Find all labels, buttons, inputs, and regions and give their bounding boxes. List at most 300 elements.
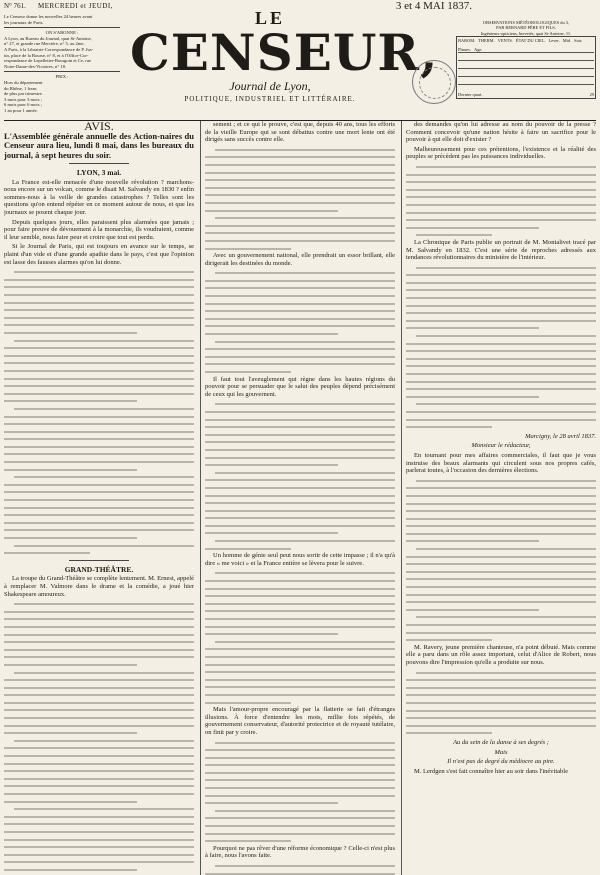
- text-line: [406, 568, 596, 576]
- article-paragraph: Un homme de génie seul peut nous sortir de cette impasse ; il n'a qu'à dire « me voici » et la France entière se lèvera pour le suivre.: [205, 552, 395, 567]
- weather-row: [458, 76, 594, 84]
- text-line: [4, 268, 194, 276]
- text-line: [4, 450, 194, 458]
- text-line: [406, 583, 596, 591]
- text-line: [205, 484, 395, 492]
- text-line: [205, 623, 395, 631]
- text-line: [406, 629, 596, 637]
- article-paragraph: La Chronique de Paris publie un portrait de M. Montalivet tracé par M. Salvandy en 1832. C'est une série de reproches adressés aux tendances révolutionnaires du ministère de l'intérieur.: [406, 238, 596, 262]
- text-filler: [406, 477, 596, 644]
- text-line: [205, 315, 395, 323]
- text-line: [406, 324, 596, 332]
- text-line: [4, 638, 194, 646]
- text-line: [205, 446, 395, 454]
- text-line: [205, 592, 395, 600]
- text-line: [4, 488, 194, 496]
- text-line: [406, 171, 596, 179]
- weather-labels: [458, 38, 594, 52]
- text-line: [4, 291, 194, 299]
- article-paragraph: Mais l'amour-propre encouragé par la flatterie se fait d'étranges illusions. À force d'entendre les mots, millie fois répétés, de gouvernement conservateur, d'autorité protectrice et de royauté tutélaire, on finit par y croire.: [205, 706, 395, 736]
- text-line: [205, 630, 395, 638]
- text-line: [205, 585, 395, 593]
- text-line: [4, 321, 194, 329]
- verse-line: Il n'est pas de degré du médiocre au pire.: [447, 758, 555, 766]
- article-paragraph: Depuis quelques jours, elles paraissent plus alarmées que jamais ; pour faire preuve de dévouement à la monarchie, ils voudraient, comme il leur semble, nous faire peur et croire que tout est perdu.: [4, 218, 194, 241]
- text-line: [4, 676, 194, 684]
- subscription-rule: [4, 71, 120, 72]
- text-line: [4, 329, 194, 337]
- text-line: [4, 706, 194, 714]
- subscription-line: ON S'ABONNE :: [45, 30, 79, 36]
- text-line: [406, 302, 596, 310]
- text-line: [205, 237, 395, 245]
- text-line: [205, 807, 395, 815]
- text-line: [205, 300, 395, 308]
- article-paragraph: Avec un gouvernement national, elle prendrait un essor brillant, elle dirigerait les destinées du monde.: [205, 252, 395, 267]
- weather-label: ÉTAT DU CIEL.: [515, 38, 546, 44]
- text-line: [406, 362, 596, 370]
- text-line: [205, 360, 395, 368]
- text-line: [4, 813, 194, 821]
- letter-salutation: Monsieur le rédacteur,: [471, 442, 531, 450]
- text-line: [205, 668, 395, 676]
- text-line: [205, 822, 395, 830]
- text-line: [205, 645, 395, 653]
- text-line: [4, 542, 194, 550]
- text-line: [205, 416, 395, 424]
- text-line: [4, 646, 194, 654]
- subscription-line: de plus par trimestre.: [4, 91, 43, 97]
- text-line: [406, 484, 596, 492]
- text-line: [205, 569, 395, 577]
- text-line: [406, 416, 596, 424]
- text-line: [4, 344, 194, 352]
- text-line: [4, 722, 194, 730]
- issue-date: 3 et 4 MAI 1837.: [395, 0, 472, 12]
- text-line: [406, 613, 596, 621]
- text-line: [406, 545, 596, 553]
- text-line: [406, 500, 596, 508]
- article-paragraph: Si le Journal de Paris, qui est toujours en avance sur le temps, se plaint d'un vide et d'une grande apathie dans le pays, c'est que l'opinion est lasse des fausses alarmes qu'on lui donne.: [4, 243, 194, 266]
- moon-phase-value: Dernier quart.: [458, 92, 483, 98]
- text-line: [4, 600, 194, 608]
- text-line: [4, 367, 194, 375]
- text-line: [205, 161, 395, 169]
- text-line: [205, 499, 395, 507]
- text-line: [205, 207, 395, 215]
- text-line: [4, 420, 194, 428]
- article-paragraph: La France est-elle menacée d'une nouvelle révolution ? marchons-nous encore sur un volcan, comme le disait M. Salvandy en 1830 ? enfin sommes-nous à la veille de grandes catastrophes ? Telles sont les questions qu'on entend répéter en ce moment autour de nous, et que les journaux se posent chaque jour.: [4, 178, 194, 217]
- text-line: [205, 277, 395, 285]
- text-line: [4, 805, 194, 813]
- text-line: [4, 661, 194, 669]
- text-line: [205, 292, 395, 300]
- text-line: [205, 514, 395, 522]
- text-line: [4, 526, 194, 534]
- text-line: [406, 699, 596, 707]
- text-line: [4, 435, 194, 443]
- text-filler: [4, 600, 194, 875]
- text-line: [205, 146, 395, 154]
- text-line: [205, 169, 395, 177]
- newspaper-subtitle: Journal de Lyon,: [229, 79, 311, 93]
- text-line: [4, 496, 194, 504]
- text-line: [4, 337, 194, 345]
- text-line: [4, 359, 194, 367]
- text-line: [406, 621, 596, 629]
- avis-heading: AVIS.: [84, 121, 114, 133]
- text-line: [4, 458, 194, 466]
- text-line: [4, 631, 194, 639]
- text-line: [4, 684, 194, 692]
- text-filler: [406, 163, 596, 239]
- text-line: [4, 473, 194, 481]
- subscription-line: respondance de Lepelletier-Bourgoin et Ce, rue: [4, 58, 92, 64]
- subscription-line: n° 27, et grande rue Mercière, n° 5, au 2me,: [4, 41, 85, 47]
- text-line: [205, 600, 395, 608]
- separator: [69, 163, 129, 164]
- moon-age-value: 29: [589, 92, 594, 98]
- text-line: [4, 820, 194, 828]
- subscription-box: [4, 14, 120, 114]
- text-line: [4, 314, 194, 322]
- text-line: [205, 153, 395, 161]
- column-2: [205, 121, 395, 875]
- text-line: [406, 201, 596, 209]
- weather-label: Phases.: [458, 46, 472, 52]
- text-line: [205, 739, 395, 747]
- text-line: [205, 754, 395, 762]
- text-line: [205, 676, 395, 684]
- text-line: [205, 307, 395, 315]
- weather-box: [456, 20, 596, 99]
- text-line: [406, 209, 596, 217]
- text-line: [406, 231, 596, 239]
- text-line: [205, 661, 395, 669]
- text-line: [406, 224, 596, 232]
- postal-stamp: [412, 60, 456, 104]
- moon-phase: [458, 92, 594, 97]
- text-line: [205, 522, 395, 530]
- separator: [69, 560, 129, 561]
- text-line: [4, 744, 194, 752]
- article-paragraph: En tournant pour mes affaires commerciales, il faut que je vous instruise des beaux alarmants qui circulent sous nos propres cafés, parlerai toutes, à l'occasion des dernières élections.: [406, 451, 596, 475]
- text-filler: [406, 264, 596, 431]
- text-line: [4, 699, 194, 707]
- text-line: [406, 423, 596, 431]
- text-line: [4, 549, 194, 557]
- text-line: [406, 537, 596, 545]
- text-line: [4, 428, 194, 436]
- text-line: [205, 408, 395, 416]
- text-line: [4, 760, 194, 768]
- text-line: [406, 332, 596, 340]
- subscription-line: A Lyon, au Bureau du Journal, quai St-Antoine,: [4, 35, 92, 41]
- text-line: [4, 669, 194, 677]
- weather-line3: Ingénieurs-opticiens, brevetés, quai St-Antoine, 11.: [480, 30, 572, 36]
- text-line: [406, 178, 596, 186]
- verse-line: Au du sein de la danse à ses degrés ;: [453, 738, 549, 746]
- text-line: [4, 836, 194, 844]
- text-line: [4, 608, 194, 616]
- text-line: [406, 385, 596, 393]
- text-line: [4, 511, 194, 519]
- column-rule: [401, 121, 402, 875]
- text-line: [4, 798, 194, 806]
- text-line: [406, 560, 596, 568]
- newspaper-tagline: POLITIQUE, INDUSTRIEL ET LITTÉRAIRE.: [184, 95, 356, 103]
- text-line: [406, 636, 596, 644]
- weather-row: [458, 84, 594, 92]
- text-line: [205, 529, 395, 537]
- text-line: [406, 530, 596, 538]
- text-line: [205, 837, 395, 845]
- text-line: [406, 309, 596, 317]
- text-line: [406, 691, 596, 699]
- subscription-line: A Paris, à la Librairie-Correspondance de P. Jus-: [4, 46, 94, 52]
- text-line: [4, 729, 194, 737]
- text-line: [205, 776, 395, 784]
- article-paragraph: M. Ravery, jeune première chanteuse, n'a point débuté. Mais comme elle a paru dans un rôle assez important, celui d'Alice de Robert, nous pouvons dire l'impression qu'elle a produite sur nous.: [406, 643, 596, 666]
- text-line: [4, 382, 194, 390]
- text-line: [406, 186, 596, 194]
- text-line: [4, 714, 194, 722]
- text-line: [406, 714, 596, 722]
- text-line: [205, 476, 395, 484]
- text-line: [205, 454, 395, 462]
- text-line: [205, 577, 395, 585]
- text-line: [4, 443, 194, 451]
- text-line: [205, 338, 395, 346]
- article-paragraph: La troupe du Grand-Théâtre se complète lentement. M. Ernest, appelé à remplacer M. Valmore dans le drame et la comédie, a joué hier Shakespeare amoureux.: [4, 575, 194, 598]
- text-line: [4, 752, 194, 760]
- weather-row: [458, 52, 594, 60]
- weather-row: [458, 68, 594, 76]
- text-line: [4, 276, 194, 284]
- weather-label: Soir.: [574, 38, 583, 44]
- text-line: [205, 184, 395, 192]
- text-line: [205, 691, 395, 699]
- text-line: [4, 481, 194, 489]
- text-line: [4, 352, 194, 360]
- text-line: [406, 515, 596, 523]
- text-line: [205, 492, 395, 500]
- text-line: [4, 737, 194, 745]
- text-line: [205, 345, 395, 353]
- text-line: [4, 858, 194, 866]
- text-line: [205, 746, 395, 754]
- text-line: [205, 368, 395, 376]
- article-paragraph: des demandes qu'on lui adresse au nom du pouvoir de la presse ? Comment concevoir qu'une nation hésite à faire un sacrifice pour le pouvoir à qui elle doit d'exister ?: [406, 121, 596, 144]
- article-paragraph: M. Lerdgen s'est fait connaître hier au soir dans l'inévitable: [414, 767, 568, 775]
- text-line: [205, 792, 395, 800]
- text-line: [205, 545, 395, 553]
- text-line: [205, 461, 395, 469]
- subscription-line: 6 mois pour 6 mois ;: [4, 102, 42, 108]
- text-line: [205, 862, 395, 870]
- text-line: [4, 866, 194, 874]
- text-filler: [205, 862, 395, 875]
- text-line: [205, 537, 395, 545]
- text-line: [406, 340, 596, 348]
- text-line: [205, 607, 395, 615]
- text-line: [406, 553, 596, 561]
- subscription-line: PRIX :: [55, 74, 69, 80]
- text-line: [406, 370, 596, 378]
- text-line: [205, 322, 395, 330]
- text-line: [205, 245, 395, 253]
- verse-line: Mais: [494, 748, 508, 756]
- weather-label: Mid.: [562, 38, 572, 44]
- text-line: [406, 393, 596, 401]
- avis-text: L'Assemblée générale annuelle des Action-naires du Censeur aura lieu, lundi 8 mai, dans les bureaux du journal, à sept heures du soir.: [4, 130, 194, 160]
- text-line: [406, 400, 596, 408]
- text-line: [205, 814, 395, 822]
- text-line: [406, 477, 596, 485]
- text-line: [205, 214, 395, 222]
- subscription-line: les journaux de Paris.: [4, 19, 44, 25]
- text-line: [4, 653, 194, 661]
- text-line: [205, 353, 395, 361]
- subscription-line: tin, place de la Bourse, n° 8, et à l'Office-Cor-: [4, 52, 89, 58]
- text-line: [406, 522, 596, 530]
- title-le: LE: [254, 8, 285, 28]
- text-line: [205, 653, 395, 661]
- weather-label: VENTS.: [497, 38, 513, 44]
- weather-line2: PAR BERNARD PÈRE ET FILS,: [496, 25, 556, 31]
- text-line: [4, 397, 194, 405]
- text-line: [406, 492, 596, 500]
- text-line: [406, 408, 596, 416]
- text-line: [4, 405, 194, 413]
- text-filler: [205, 400, 395, 552]
- text-line: [406, 378, 596, 386]
- article-paragraph: sement ; et ce qui le prouve, c'est que, depuis 40 ans, tous les efforts de la vieille Europe qui se sont débattus contre une mort lente ont été dirigés sans succès contre elle.: [205, 121, 395, 144]
- text-line: [406, 676, 596, 684]
- text-line: [406, 591, 596, 599]
- text-line: [406, 294, 596, 302]
- text-line: [4, 375, 194, 383]
- weather-row: [458, 60, 594, 68]
- text-line: [205, 870, 395, 875]
- text-line: [205, 222, 395, 230]
- subscription-line: Notre-Dame-des-Victoires, n° 18.: [4, 63, 67, 69]
- article-paragraph: Il faut tout l'aveuglement qui règne dans les hautes régions du pouvoir pour se persuader que le salut des peuples dépend précisément de ceux qui les gouvernent.: [205, 375, 395, 398]
- text-line: [406, 279, 596, 287]
- column-rule: [200, 121, 201, 875]
- text-line: [4, 623, 194, 631]
- text-line: [4, 691, 194, 699]
- letter-place-date: Marcigny, le 28 avril 1837.: [525, 432, 596, 440]
- text-line: [4, 828, 194, 836]
- text-line: [205, 423, 395, 431]
- text-line: [205, 638, 395, 646]
- text-line: [205, 330, 395, 338]
- text-line: [406, 606, 596, 614]
- text-line: [205, 191, 395, 199]
- text-line: [4, 466, 194, 474]
- text-line: [4, 413, 194, 421]
- weather-label: BAROM.: [458, 38, 476, 44]
- text-filler: [406, 669, 596, 737]
- text-line: [4, 790, 194, 798]
- title-block: [130, 8, 439, 103]
- text-line: [205, 469, 395, 477]
- lyon-dateline: LYON, 3 mai.: [76, 168, 122, 178]
- text-line: [406, 722, 596, 730]
- text-filler: [205, 269, 395, 375]
- issue-number: N° 761.: [4, 2, 26, 10]
- text-line: [406, 507, 596, 515]
- text-line: [4, 767, 194, 775]
- text-line: [406, 347, 596, 355]
- text-line: [4, 615, 194, 623]
- text-line: [406, 286, 596, 294]
- text-line: [4, 504, 194, 512]
- text-line: [406, 317, 596, 325]
- text-filler: [205, 146, 395, 252]
- text-line: [4, 843, 194, 851]
- subscription-line: 1 an pour 1 année.: [4, 107, 38, 113]
- text-line: [406, 163, 596, 171]
- text-line: [205, 683, 395, 691]
- subscription-line: 3 mois pour 3 mois ;: [4, 96, 42, 102]
- text-line: [205, 400, 395, 408]
- text-line: [406, 729, 596, 737]
- text-line: [205, 176, 395, 184]
- text-line: [406, 355, 596, 363]
- text-line: [205, 199, 395, 207]
- text-line: [406, 271, 596, 279]
- text-line: [4, 283, 194, 291]
- subscription-line: du Rhône, 1 franc: [4, 85, 37, 91]
- text-line: [406, 264, 596, 272]
- text-filler: [205, 569, 395, 706]
- text-line: [205, 761, 395, 769]
- weather-title: OBSERVATIONS MÉTÉOROLOGIQUES du 3,: [482, 20, 570, 25]
- article-paragraph: Malheureusement pour ces prétentions, l'existence et la réalité des peuples se précèdent pas les puissances individuelles.: [406, 145, 596, 161]
- text-line: [4, 299, 194, 307]
- subscription-line: Hors du département: [4, 79, 43, 85]
- text-line: [205, 431, 395, 439]
- text-line: [205, 784, 395, 792]
- text-line: [4, 782, 194, 790]
- text-line: [205, 699, 395, 707]
- subscription-line: Le Censeur donne les nouvelles 24 heures avant: [4, 14, 93, 19]
- text-line: [205, 269, 395, 277]
- text-line: [4, 306, 194, 314]
- column-1: [4, 121, 194, 875]
- text-filler: [4, 268, 194, 557]
- weather-label: THERM.: [478, 38, 495, 44]
- text-filler: [205, 739, 395, 845]
- text-line: [205, 830, 395, 838]
- weather-table: [456, 36, 596, 99]
- text-line: [4, 851, 194, 859]
- text-line: [406, 193, 596, 201]
- text-line: [4, 775, 194, 783]
- text-line: [406, 575, 596, 583]
- text-line: [205, 769, 395, 777]
- column-3: [406, 121, 596, 875]
- text-line: [205, 229, 395, 237]
- weather-label: Age.: [474, 46, 483, 52]
- article-paragraph: Pourquoi ne pas rêver d'une réforme économique ? Celle-ci n'est plus à faire, nous l'avons faite.: [205, 844, 395, 860]
- subscription-rule: [4, 27, 120, 28]
- grand-theatre-heading: GRAND-THÉÂTRE.: [64, 564, 134, 574]
- text-line: [4, 534, 194, 542]
- masthead: [0, 8, 600, 120]
